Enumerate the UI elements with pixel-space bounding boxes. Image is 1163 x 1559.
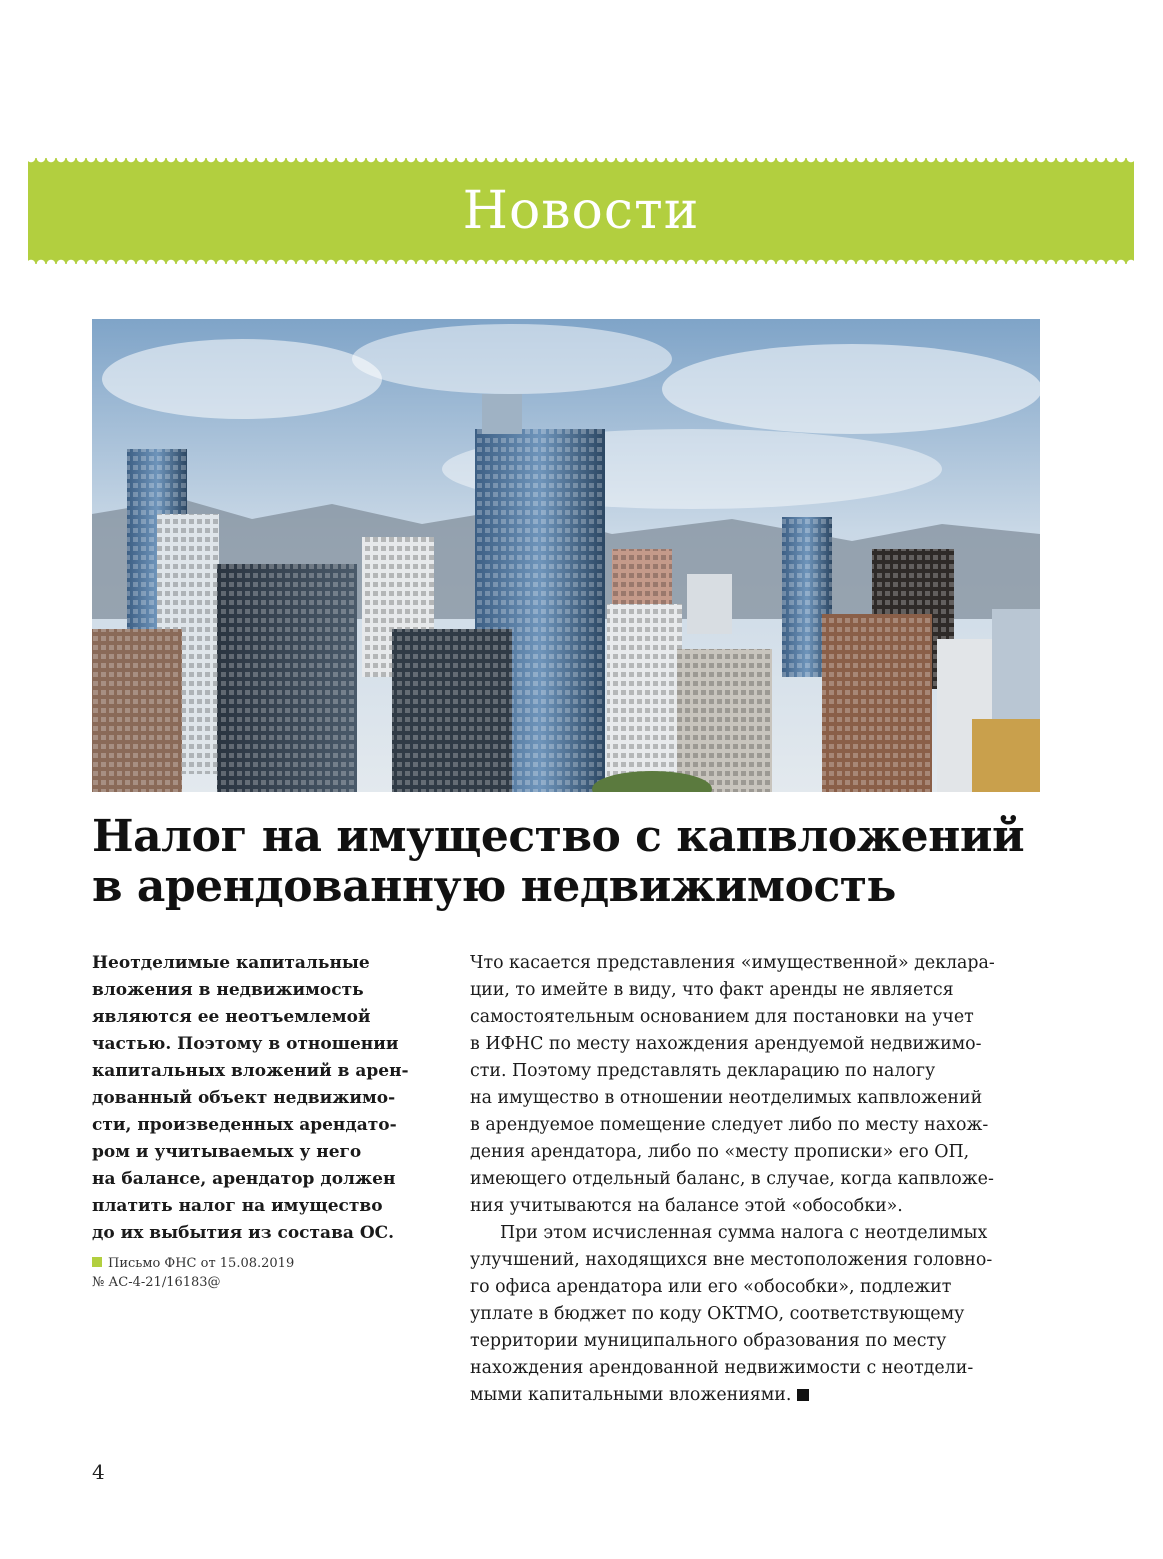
lead-line: вложения в недвижимость	[92, 980, 364, 1000]
source-line: № АС-4-21/16183@	[92, 1275, 221, 1290]
body-text-end: мыми капитальными вложениями.	[470, 1385, 792, 1405]
source-text: Письмо ФНС от 15.08.2019	[108, 1256, 295, 1271]
body-line: нахождения арендованной недвижимости с неотдели-	[470, 1358, 974, 1378]
lead-line: капитальных вложений в арен-	[92, 1061, 409, 1081]
lead-line: платить налог на имущество	[92, 1196, 383, 1216]
section-title: Новости	[462, 181, 700, 241]
body-line: в ИФНС по месту нахождения арендуемой недвижимо-	[470, 1034, 982, 1054]
headline-line: Налог на имущество с капвложений	[92, 811, 1025, 862]
lead-line: ром и учитываемых у него	[92, 1142, 362, 1162]
body-line: ции, то имейте в виду, что факт аренды не является	[470, 980, 954, 1000]
body-line: ния учитываются на балансе этой «обособки».	[470, 1196, 903, 1216]
body-line: Что касается представления «имущественной» деклара-	[470, 953, 995, 973]
lead-line: Неотделимые капитальные	[92, 953, 370, 973]
lead-line: дованный объект недвижимо-	[92, 1088, 396, 1108]
lead-line: сти, произведенных арендато-	[92, 1115, 397, 1135]
article-lead	[92, 950, 422, 1247]
body-line: на имущество в отношении неотделимых капвложений	[470, 1088, 983, 1108]
body-line: дения арендатора, либо по «месту прописки» его ОП,	[470, 1142, 970, 1162]
lead-line: до их выбытия из состава ОС.	[92, 1223, 395, 1243]
article-body	[470, 950, 1060, 1409]
end-of-article-icon	[797, 1389, 809, 1401]
city-skyline-photo	[92, 319, 1040, 792]
body-line: го офиса арендатора или его «обособки», подлежит	[470, 1277, 952, 1297]
page-number: 4	[92, 1460, 105, 1484]
body-line: уплате в бюджет по коду ОКТМО, соответствующему	[470, 1304, 965, 1324]
body-line-last	[470, 1382, 1060, 1409]
lead-line: частью. Поэтому в отношении	[92, 1034, 399, 1054]
body-line: При этом исчисленная сумма налога с неотделимых	[500, 1223, 988, 1243]
body-line: улучшений, находящихся вне местоположения головно-	[470, 1250, 993, 1270]
article-headline	[92, 812, 1072, 912]
lead-line: на балансе, арендатор должен	[92, 1169, 396, 1189]
source-reference	[92, 1254, 422, 1292]
body-line: территории муниципального образования по месту	[470, 1331, 947, 1351]
body-line: самостоятельным основанием для постановки на учет	[470, 1007, 974, 1027]
body-line: сти. Поэтому представлять декларацию по налогу	[470, 1061, 936, 1081]
source-line	[92, 1254, 422, 1273]
lead-line: являются ее неотъемлемой	[92, 1007, 371, 1027]
headline-line: в арендованную недвижимость	[92, 861, 896, 912]
body-line: имеющего отдельный баланс, в случае, когда капвложе-	[470, 1169, 994, 1189]
green-square-icon	[92, 1257, 102, 1267]
body-line: в арендуемое помещение следует либо по месту нахож-	[470, 1115, 989, 1135]
